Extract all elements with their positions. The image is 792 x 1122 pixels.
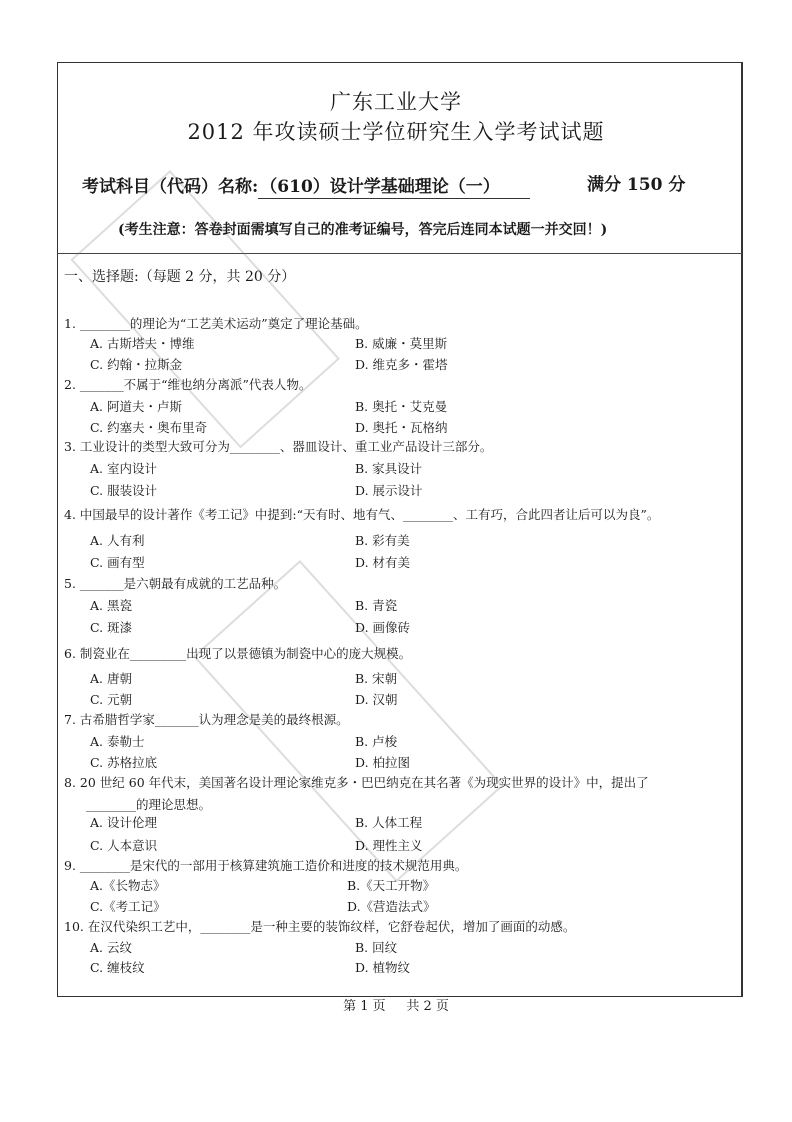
answer-option: D. 理性主义 xyxy=(355,838,423,853)
answer-option: D. 汉朝 xyxy=(355,692,398,707)
answer-option: C. 斑漆 xyxy=(90,620,133,635)
question-stem: 3. 工业设计的类型大致可分为________、器皿设计、重工业产品设计三部分。 xyxy=(64,439,493,454)
answer-option: A. 泰勒士 xyxy=(90,734,145,749)
page-total: 共 2 页 xyxy=(406,999,449,1014)
answer-option: B. 宋朝 xyxy=(355,671,398,686)
answer-option: C. 约翰・拉斯金 xyxy=(90,357,183,372)
answer-option: A. 黑瓷 xyxy=(90,598,132,613)
answer-option: B. 家具设计 xyxy=(355,461,423,476)
page-number: 第 1 页 xyxy=(343,999,386,1014)
subject-label: 考试科目（代码）名称: xyxy=(82,177,259,197)
answer-option: C. 人本意识 xyxy=(90,838,158,853)
answer-option: B. 回纹 xyxy=(355,940,398,955)
answer-option: B. 人体工程 xyxy=(355,815,423,830)
subject-name: （610）设计学基础理论（一） xyxy=(258,177,530,199)
question-stem: 6. 制瓷业在_________出现了以景德镇为制瓷中心的庞大规模。 xyxy=(64,646,412,661)
answer-option: D. 展示设计 xyxy=(355,483,423,498)
answer-option: C. 服装设计 xyxy=(90,483,158,498)
question-stem: 5. _______是六朝最有成就的工艺品种。 xyxy=(64,576,287,591)
question-stem: 4. 中国最早的设计著作《考工记》中提到:“天有时、地有气、________、工有巧，合此四者让后可以为良”。 xyxy=(64,507,660,522)
answer-option: A.《长物志》 xyxy=(90,878,166,893)
answer-option: C. 约塞夫・奥布里奇 xyxy=(90,420,208,435)
answer-option: A. 人有利 xyxy=(90,533,145,548)
full-score: 满分 150 分 xyxy=(587,175,686,195)
answer-option: D. 奥托・瓦格纳 xyxy=(355,420,448,435)
question-stem: ________的理论思想。 xyxy=(86,797,212,812)
question-stem: 8. 20 世纪 60 年代末，美国著名设计理论家维克多・巴巴纳克在其名著《为现实世界的设计》中，提出了 xyxy=(64,775,649,790)
answer-option: D. 维克多・霍塔 xyxy=(355,357,448,372)
question-stem: 2. _______不属于“维也纳分离派”代表人物。 xyxy=(64,377,312,392)
answer-option: D. 画像砖 xyxy=(355,620,411,635)
question-stem: 7. 古希腊哲学家_______认为理念是美的最终根源。 xyxy=(64,712,349,727)
answer-option: C. 画有型 xyxy=(90,555,145,570)
answer-option: C.《考工记》 xyxy=(90,899,166,914)
answer-option: A. 设计伦理 xyxy=(90,815,157,830)
exam-title: 2012 年攻读硕士学位研究生入学考试试题 xyxy=(187,120,605,144)
answer-option: B. 青瓷 xyxy=(355,598,398,613)
answer-option: B. 奥托・艾克曼 xyxy=(355,399,448,414)
answer-option: C. 元朝 xyxy=(90,692,133,707)
answer-option: C. 缠枝纹 xyxy=(90,960,145,975)
answer-option: D. 柏拉图 xyxy=(355,755,411,770)
answer-option: D. 植物纹 xyxy=(355,960,411,975)
answer-option: D. 材有美 xyxy=(355,555,411,570)
answer-option: A. 室内设计 xyxy=(90,461,157,476)
answer-option: A. 阿道夫・卢斯 xyxy=(90,399,182,414)
university-name: 广东工业大学 xyxy=(330,90,462,114)
answer-option: A. 唐朝 xyxy=(90,671,132,686)
candidate-notice: (考生注意：答卷封面需填写自己的准考证编号，答完后连同本试题一并交回！) xyxy=(118,222,608,238)
header-divider xyxy=(57,253,743,254)
question-stem: 9. ________是宋代的一部用于核算建筑施工造价和进度的技术规范用典。 xyxy=(64,858,468,873)
answer-option: B. 威廉・莫里斯 xyxy=(355,336,448,351)
answer-option: B. 彩有美 xyxy=(355,533,410,548)
answer-option: B. 卢梭 xyxy=(355,734,398,749)
question-stem: 1. ________的理论为“工艺美术运动”奠定了理论基础。 xyxy=(64,316,368,331)
answer-option: C. 苏格拉底 xyxy=(90,755,158,770)
answer-option: D.《营造法式》 xyxy=(347,899,436,914)
subject-line xyxy=(82,172,530,197)
question-stem: 10. 在汉代染织工艺中，________是一种主要的装饰纹样，它舒卷起伏，增加了画面的动感。 xyxy=(64,919,576,934)
answer-option: B.《天工开物》 xyxy=(347,878,436,893)
page-footer xyxy=(0,995,792,1014)
section-title: 一、选择题:（每题 2 分，共 20 分） xyxy=(64,269,296,285)
answer-option: A. 云纹 xyxy=(90,940,132,955)
answer-option: A. 古斯塔夫・博维 xyxy=(90,336,195,351)
